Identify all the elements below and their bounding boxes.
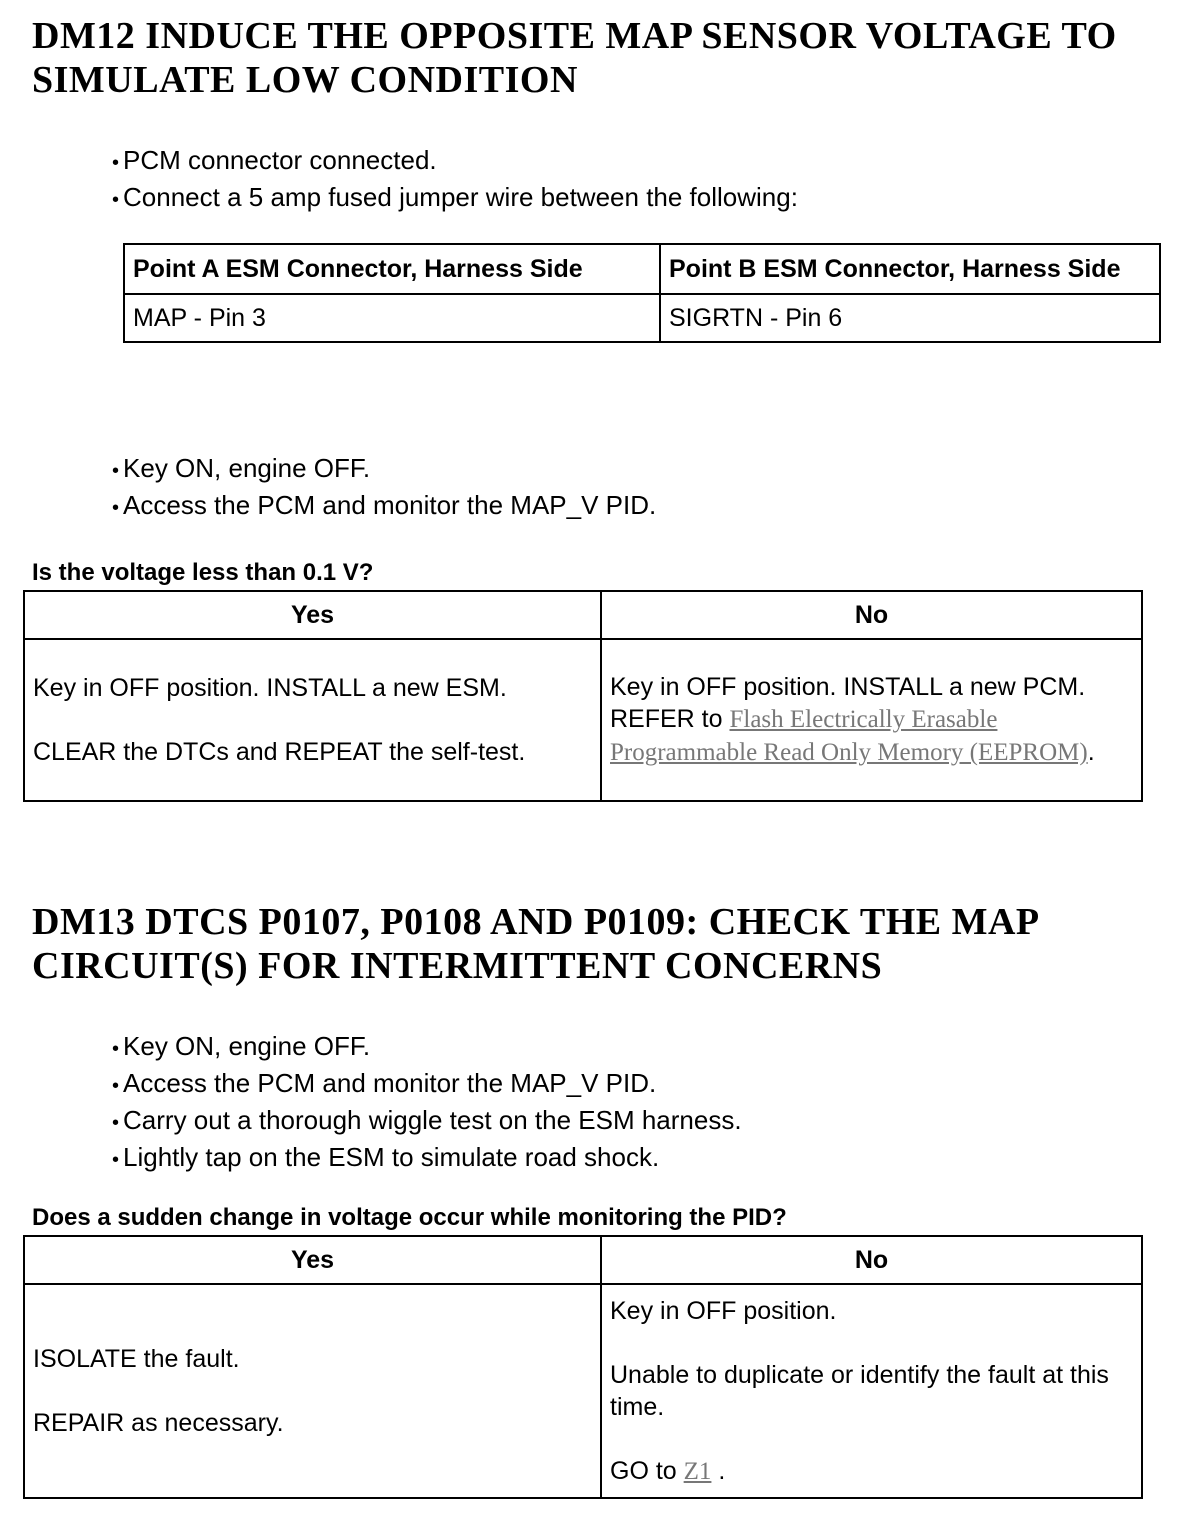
cell-no: [601, 1284, 1142, 1498]
list-item: • Key ON, engine OFF.: [112, 451, 656, 488]
list-item: • Access the PCM and monitor the MAP_V PID.: [112, 488, 656, 525]
list-item: • Connect a 5 amp fused jumper wire between the following:: [112, 180, 798, 217]
dm12-heading: DM12 INDUCE THE OPPOSITE MAP SENSOR VOLTAGE TO SIMULATE LOW CONDITION: [32, 15, 1117, 101]
column-header-point-a: Point A ESM Connector, Harness Side: [124, 244, 660, 294]
yes-line-1: ISOLATE the fault.: [33, 1345, 240, 1373]
list-item: • Carry out a thorough wiggle test on the ESM harness.: [112, 1103, 742, 1140]
no-text: Key in OFF position. INSTALL a new PCM. REFER to: [610, 673, 1086, 733]
yes-line-2: CLEAR the DTCs and REPEAT the self-test.: [33, 738, 526, 766]
dm12-result-table: [23, 590, 1143, 802]
cell-yes: [24, 1284, 601, 1498]
dm12-bullet-list-a: [112, 143, 798, 217]
column-header-yes: Yes: [24, 591, 601, 639]
column-header-no: No: [601, 1236, 1142, 1284]
dm13-bullet-list: [112, 1029, 742, 1177]
connector-table: [123, 243, 1161, 343]
list-item: • Lightly tap on the ESM to simulate road shock.: [112, 1140, 742, 1177]
list-item: • Access the PCM and monitor the MAP_V PID.: [112, 1066, 742, 1103]
dm12-bullet-list-b: [112, 451, 656, 525]
no-line-2: Unable to duplicate or identify the fault at this time.: [610, 1360, 1109, 1421]
yes-line-2: REPAIR as necessary.: [33, 1409, 284, 1437]
no-goto: GO to Z1 .: [610, 1456, 726, 1485]
list-item: • PCM connector connected.: [112, 143, 798, 180]
table-row: [124, 294, 1160, 342]
table-header-row: [24, 591, 1142, 639]
eeprom-link[interactable]: Flash Electrically Erasable Programmable Read Only Memory (EEPROM): [610, 706, 1088, 766]
table-row: [24, 639, 1142, 801]
dm13-question: Does a sudden change in voltage occur while monitoring the PID?: [32, 1204, 787, 1231]
cell-point-b: SIGRTN - Pin 6: [660, 294, 1160, 342]
table-header-row: [24, 1236, 1142, 1284]
dm13-heading: DM13 DTCS P0107, P0108 AND P0109: CHECK THE MAP CIRCUIT(S) FOR INTERMITTENT CONCERNS: [32, 901, 1038, 987]
column-header-yes: Yes: [24, 1236, 601, 1284]
cell-no: [601, 639, 1142, 801]
dm12-question: Is the voltage less than 0.1 V?: [32, 559, 374, 586]
cell-yes: [24, 639, 601, 801]
list-item: • Key ON, engine OFF.: [112, 1029, 742, 1066]
cell-point-a: MAP - Pin 3: [124, 294, 660, 342]
table-row: [24, 1284, 1142, 1498]
column-header-point-b: Point B ESM Connector, Harness Side: [660, 244, 1160, 294]
column-header-no: No: [601, 591, 1142, 639]
table-header-row: [124, 244, 1160, 294]
no-line-1: Key in OFF position.: [610, 1296, 837, 1325]
z1-link[interactable]: Z1: [683, 1457, 712, 1485]
dm13-result-table: [23, 1235, 1143, 1499]
no-text-end: .: [1087, 738, 1095, 766]
yes-line-1: Key in OFF position. INSTALL a new ESM.: [33, 674, 507, 702]
